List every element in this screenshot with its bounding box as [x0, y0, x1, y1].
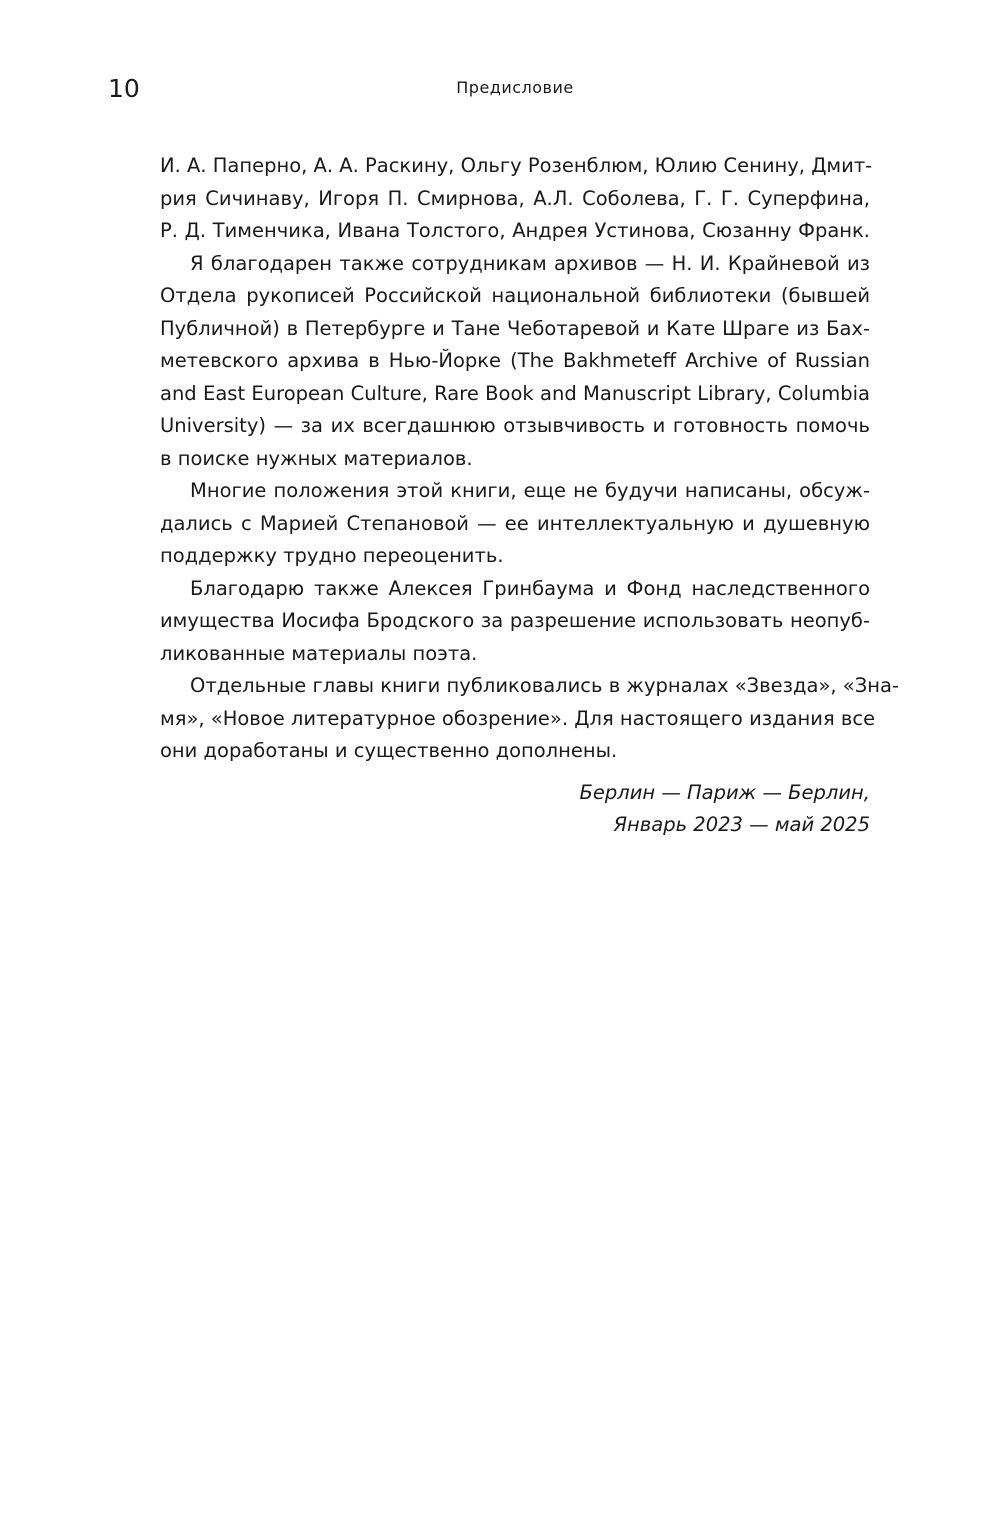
paragraph-2	[160, 248, 870, 476]
running-head: Предисловие	[456, 78, 574, 97]
text-line: рия Сичинаву, Игоря П. Смирнова, А.Л. Соболева, Г. Г. Суперфина,	[160, 186, 870, 210]
text-line: метевского архива в Нью-Йорке (The Bakhmeteff Archive of Russian	[160, 349, 870, 372]
signature	[160, 777, 870, 841]
text-line: Отдела рукописей Российской национальной библиотеки (бывшей	[160, 284, 870, 307]
text-line: Р. Д. Тименчика, Ивана Толстого, Андрея Устинова, Сюзанну Франк.	[160, 219, 870, 242]
text-line: мя», «Новое литературное обозрение». Для настоящего издания все	[160, 706, 876, 730]
page-number: 10	[108, 74, 140, 103]
text-line: имущества Иосифа Бродского за разрешение использовать неопуб-	[160, 609, 870, 632]
text-line: Публичной) в Петербурге и Тане Чеботаревой и Кате Шраге из Бах-	[160, 316, 870, 340]
signature-places: Берлин — Париж — Берлин,	[579, 781, 870, 804]
body-text	[160, 150, 899, 768]
paragraph-4	[160, 573, 870, 671]
text-line: дались с Марией Степановой — ее интеллектуальную и душевную	[160, 511, 870, 535]
text-line: они доработаны и существенно дополнены.	[160, 739, 618, 762]
text-line: University) — за их всегдашнюю отзывчивость и готовность помочь	[160, 414, 870, 437]
text-line: Я благодарен также сотрудникам архивов — Н. И. Крайневой из	[190, 251, 870, 275]
paragraph-3	[160, 475, 870, 573]
signature-dates: Январь 2023 — май 2025	[613, 813, 870, 836]
text-line: and East European Culture, Rare Book and Manuscript Library, Columbia	[160, 381, 870, 405]
paragraph-1	[160, 150, 873, 248]
text-line: поддержку трудно переоценить.	[160, 544, 504, 567]
paragraph-5	[160, 670, 899, 768]
text-line: Благодарю также Алексея Гринбаума и Фонд наследственного	[190, 576, 870, 600]
text-line: Многие положения этой книги, еще не будучи написаны, обсуж-	[190, 479, 870, 502]
text-line: в поиске нужных материалов.	[160, 446, 473, 470]
text-line: Отдельные главы книги публиковались в журналах «Звезда», «Зна-	[190, 674, 899, 697]
text-line: ликованные материалы поэта.	[160, 641, 478, 665]
text-line: И. А. Паперно, А. А. Раскину, Ольгу Розенблюм, Юлию Сенину, Дмит-	[160, 154, 873, 177]
